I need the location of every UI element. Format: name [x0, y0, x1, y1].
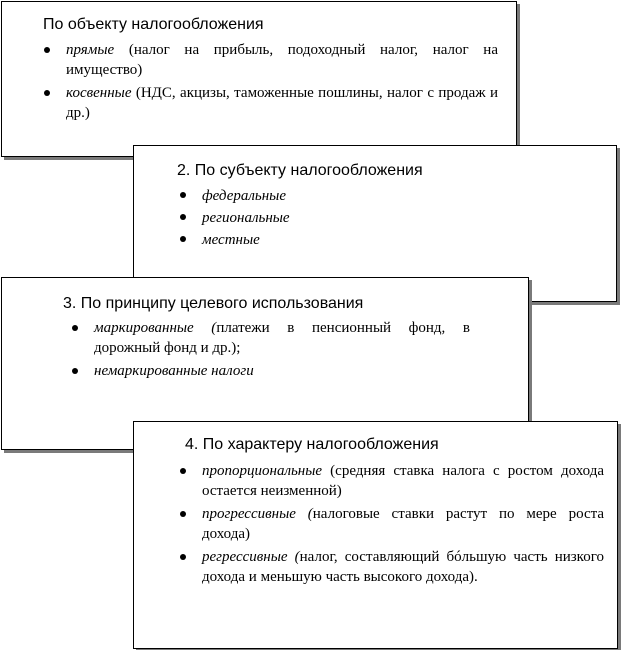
- box-title: По объекту налогообложения: [43, 16, 264, 33]
- item-term: косвенные: [66, 85, 132, 101]
- item-description: платежи в пенсионный фонд, в дорожный фонд и др.);: [94, 320, 470, 356]
- item-list: [178, 461, 604, 590]
- list-item: [178, 461, 604, 501]
- bullet-icon: [180, 511, 186, 517]
- item-term: прогрессивные (: [202, 506, 313, 522]
- classification-box-object: [1, 1, 517, 157]
- list-item: [42, 83, 498, 123]
- list-item: [42, 40, 498, 80]
- bullet-icon: [180, 554, 186, 560]
- box-title: 4. По характеру налогообложения: [185, 436, 439, 453]
- item-term: местные: [202, 232, 260, 248]
- item-term: пропорциональные: [202, 463, 323, 479]
- bullet-icon: [72, 325, 78, 331]
- item-term: регрессивные (: [202, 549, 300, 565]
- item-description: (налог на прибыль, подоходный налог, налог на имущество): [66, 42, 498, 78]
- item-term: федеральные: [202, 188, 286, 204]
- item-term: прямые: [66, 42, 115, 58]
- bullet-icon: [180, 468, 186, 474]
- item-term: немаркированные налоги: [94, 363, 254, 379]
- box-title: 3. По принципу целевого использования: [63, 295, 364, 312]
- list-item: [178, 504, 604, 544]
- list-item: [178, 207, 578, 229]
- item-description: налог, составляющий бóльшую часть низкого дохода и меньшую часть высокого дохода).: [202, 549, 604, 585]
- list-item: [178, 547, 604, 587]
- bullet-icon: [44, 90, 50, 96]
- item-description: (средняя ставка налога с ростом дохода остается неизменной): [202, 463, 604, 499]
- bullet-icon: [72, 368, 78, 374]
- item-description: налоговые ставки растут по мере роста дохода): [202, 506, 604, 542]
- item-list: [42, 40, 498, 126]
- item-list: [178, 185, 578, 251]
- bullet-icon: [180, 236, 186, 242]
- box-title: 2. По субъекту налогообложения: [177, 162, 423, 179]
- bullet-icon: [180, 192, 186, 198]
- list-item: [178, 229, 578, 251]
- item-term: маркированные (: [94, 320, 217, 336]
- list-item: [70, 318, 470, 358]
- list-item: [178, 185, 578, 207]
- bullet-icon: [44, 47, 50, 53]
- item-list: [70, 318, 470, 384]
- list-item: [70, 361, 470, 381]
- item-description: (НДС, акцизы, таможенные пошлины, налог с продаж и др.): [66, 85, 498, 121]
- classification-box-character: [133, 421, 618, 649]
- item-term: региональные: [202, 210, 290, 226]
- bullet-icon: [180, 214, 186, 220]
